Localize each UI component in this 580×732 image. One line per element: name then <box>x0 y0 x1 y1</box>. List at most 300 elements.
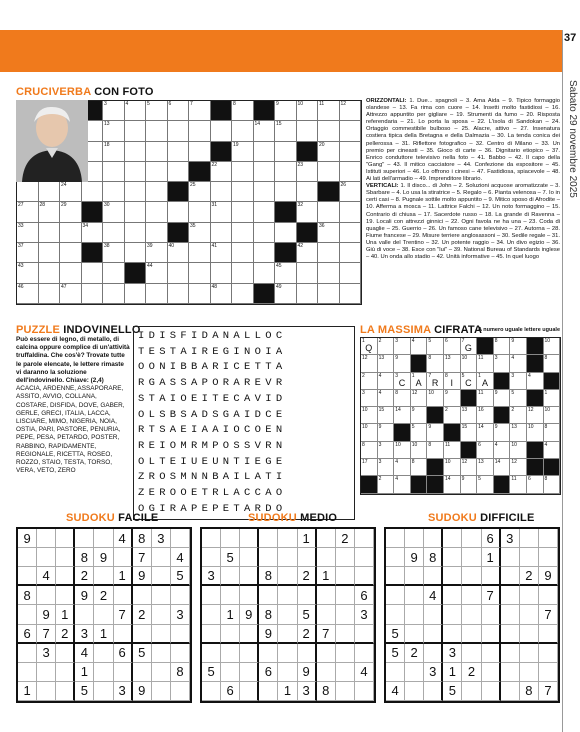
sudoku-cell[interactable]: 5 <box>298 605 317 624</box>
sudoku-cell[interactable] <box>501 605 520 624</box>
massima-cell[interactable] <box>477 355 494 372</box>
sudoku-cell[interactable] <box>443 605 462 624</box>
crossword-cell[interactable] <box>318 121 340 141</box>
sudoku-cell[interactable]: 2 <box>405 644 424 663</box>
massima-cell[interactable] <box>544 355 561 372</box>
massima-cell[interactable] <box>394 459 411 476</box>
sudoku-cell[interactable] <box>202 586 221 605</box>
sudoku-cell[interactable]: 8 <box>424 548 443 567</box>
crossword-cell[interactable] <box>340 182 362 202</box>
sudoku-cell[interactable] <box>317 529 336 548</box>
sudoku-cell[interactable] <box>355 529 374 548</box>
sudoku-cell[interactable] <box>152 605 171 624</box>
crossword-cell[interactable] <box>125 182 147 202</box>
sudoku-cell[interactable] <box>240 529 259 548</box>
sudoku-cell[interactable] <box>221 644 240 663</box>
sudoku-cell[interactable]: 5 <box>133 644 152 663</box>
sudoku-cell[interactable]: 1 <box>94 625 113 644</box>
sudoku-cell[interactable]: 8 <box>259 605 278 624</box>
massima-cell[interactable] <box>394 355 411 372</box>
sudoku-cell[interactable] <box>278 548 297 567</box>
sudoku-cell[interactable]: 7 <box>37 625 56 644</box>
crossword-cell[interactable] <box>189 284 211 304</box>
sudoku-cell[interactable]: 2 <box>75 567 94 586</box>
crossword-cell[interactable] <box>125 162 147 182</box>
massima-cell[interactable] <box>411 442 428 459</box>
sudoku-cell[interactable] <box>240 644 259 663</box>
sudoku-cell[interactable]: 6 <box>259 663 278 682</box>
crossword-cell[interactable] <box>39 284 61 304</box>
crossword-cell[interactable] <box>103 162 125 182</box>
sudoku-cell[interactable] <box>171 625 190 644</box>
sudoku-cell[interactable] <box>424 605 443 624</box>
sudoku-cell[interactable] <box>152 548 171 567</box>
crossword-cell[interactable] <box>340 121 362 141</box>
crossword-cell[interactable] <box>168 101 190 121</box>
sudoku-cell[interactable] <box>336 548 355 567</box>
crossword-cell[interactable] <box>211 223 233 243</box>
sudoku-cell[interactable]: 3 <box>298 682 317 701</box>
crossword-cell[interactable] <box>125 243 147 263</box>
sudoku-cell[interactable] <box>462 529 481 548</box>
crossword-cell[interactable] <box>232 223 254 243</box>
massima-cell[interactable] <box>510 424 527 441</box>
massima-cell[interactable] <box>394 390 411 407</box>
crossword-cell[interactable] <box>297 182 319 202</box>
sudoku-cell[interactable] <box>37 529 56 548</box>
sudoku-cell[interactable] <box>405 663 424 682</box>
massima-cell[interactable] <box>361 373 378 390</box>
massima-cell[interactable] <box>527 407 544 424</box>
crossword-cell[interactable] <box>340 284 362 304</box>
crossword-cell[interactable] <box>232 121 254 141</box>
crossword-cell[interactable] <box>340 223 362 243</box>
crossword-cell[interactable] <box>275 223 297 243</box>
sudoku-cell[interactable]: 4 <box>37 567 56 586</box>
sudoku-cell[interactable] <box>278 625 297 644</box>
sudoku-cell[interactable]: 9 <box>259 625 278 644</box>
crossword-cell[interactable] <box>103 182 125 202</box>
crossword-cell[interactable] <box>189 142 211 162</box>
sudoku-cell[interactable]: 3 <box>443 644 462 663</box>
sudoku-cell[interactable] <box>240 663 259 682</box>
sudoku-cell[interactable] <box>501 625 520 644</box>
massima-cell[interactable] <box>411 390 428 407</box>
sudoku-cell[interactable] <box>424 644 443 663</box>
sudoku-easy-grid[interactable] <box>16 527 192 703</box>
massima-cell[interactable] <box>427 355 444 372</box>
sudoku-cell[interactable]: 5 <box>171 567 190 586</box>
sudoku-cell[interactable]: 5 <box>443 682 462 701</box>
sudoku-cell[interactable] <box>386 567 405 586</box>
sudoku-cell[interactable] <box>317 663 336 682</box>
massima-cell[interactable] <box>361 407 378 424</box>
sudoku-cell[interactable] <box>336 605 355 624</box>
crossword-cell[interactable] <box>318 101 340 121</box>
sudoku-cell[interactable] <box>56 663 75 682</box>
sudoku-cell[interactable]: 9 <box>405 548 424 567</box>
massima-cell[interactable] <box>477 373 494 390</box>
sudoku-cell[interactable] <box>221 529 240 548</box>
massima-grid[interactable] <box>360 337 561 495</box>
crossword-cell[interactable] <box>125 223 147 243</box>
sudoku-cell[interactable] <box>462 586 481 605</box>
massima-cell[interactable] <box>411 338 428 355</box>
sudoku-cell[interactable]: 5 <box>386 644 405 663</box>
sudoku-cell[interactable]: 7 <box>539 682 558 701</box>
massima-cell[interactable] <box>527 373 544 390</box>
sudoku-cell[interactable] <box>501 682 520 701</box>
sudoku-cell[interactable] <box>386 663 405 682</box>
sudoku-cell[interactable]: 8 <box>133 529 152 548</box>
sudoku-cell[interactable]: 7 <box>114 605 133 624</box>
massima-cell[interactable] <box>361 442 378 459</box>
crossword-cell[interactable] <box>146 243 168 263</box>
crossword-cell[interactable] <box>125 121 147 141</box>
sudoku-cell[interactable] <box>56 529 75 548</box>
massima-cell[interactable] <box>427 442 444 459</box>
sudoku-cell[interactable] <box>539 663 558 682</box>
sudoku-cell[interactable] <box>171 682 190 701</box>
sudoku-cell[interactable] <box>56 586 75 605</box>
crossword-cell[interactable] <box>232 202 254 222</box>
sudoku-cell[interactable] <box>152 625 171 644</box>
crossword-cell[interactable] <box>340 202 362 222</box>
massima-cell[interactable] <box>444 373 461 390</box>
sudoku-cell[interactable] <box>152 663 171 682</box>
massima-cell[interactable] <box>477 459 494 476</box>
crossword-cell[interactable] <box>39 243 61 263</box>
sudoku-cell[interactable] <box>405 625 424 644</box>
massima-cell[interactable] <box>394 476 411 493</box>
crossword-cell[interactable] <box>168 162 190 182</box>
massima-cell[interactable] <box>444 407 461 424</box>
sudoku-cell[interactable] <box>298 644 317 663</box>
sudoku-cell[interactable]: 6 <box>114 644 133 663</box>
crossword-cell[interactable] <box>297 162 319 182</box>
massima-cell[interactable] <box>510 476 527 493</box>
sudoku-cell[interactable] <box>94 529 113 548</box>
sudoku-cell[interactable] <box>75 529 94 548</box>
massima-cell[interactable] <box>510 373 527 390</box>
sudoku-cell[interactable]: 5 <box>386 625 405 644</box>
crossword-cell[interactable] <box>82 182 104 202</box>
crossword-cell[interactable] <box>189 263 211 283</box>
sudoku-cell[interactable]: 1 <box>18 682 37 701</box>
crossword-cell[interactable] <box>318 243 340 263</box>
massima-cell[interactable] <box>378 459 395 476</box>
sudoku-cell[interactable]: 3 <box>37 644 56 663</box>
sudoku-cell[interactable] <box>278 529 297 548</box>
massima-cell[interactable] <box>378 338 395 355</box>
crossword-cell[interactable] <box>340 142 362 162</box>
massima-cell[interactable] <box>494 338 511 355</box>
sudoku-cell[interactable]: 1 <box>56 605 75 624</box>
sudoku-cell[interactable]: 7 <box>133 548 152 567</box>
sudoku-cell[interactable] <box>18 567 37 586</box>
crossword-cell[interactable] <box>189 243 211 263</box>
crossword-cell[interactable] <box>254 263 276 283</box>
sudoku-cell[interactable]: 7 <box>482 586 501 605</box>
sudoku-cell[interactable] <box>152 682 171 701</box>
sudoku-cell[interactable] <box>355 682 374 701</box>
sudoku-cell[interactable] <box>278 663 297 682</box>
sudoku-cell[interactable] <box>386 529 405 548</box>
crossword-cell[interactable] <box>275 162 297 182</box>
sudoku-cell[interactable] <box>482 663 501 682</box>
crossword-cell[interactable] <box>232 263 254 283</box>
sudoku-cell[interactable] <box>462 548 481 567</box>
sudoku-cell[interactable] <box>443 567 462 586</box>
crossword-cell[interactable] <box>125 284 147 304</box>
crossword-cell[interactable] <box>60 243 82 263</box>
massima-cell[interactable] <box>361 355 378 372</box>
massima-cell[interactable] <box>544 442 561 459</box>
massima-cell[interactable] <box>444 459 461 476</box>
crossword-cell[interactable] <box>254 142 276 162</box>
sudoku-cell[interactable]: 9 <box>18 529 37 548</box>
massima-cell[interactable] <box>394 407 411 424</box>
sudoku-cell[interactable] <box>94 663 113 682</box>
crossword-cell[interactable] <box>146 284 168 304</box>
sudoku-cell[interactable]: 2 <box>298 567 317 586</box>
sudoku-cell[interactable]: 8 <box>171 663 190 682</box>
sudoku-cell[interactable] <box>259 682 278 701</box>
sudoku-cell[interactable]: 2 <box>462 663 481 682</box>
sudoku-cell[interactable]: 6 <box>221 682 240 701</box>
sudoku-cell[interactable] <box>152 586 171 605</box>
massima-cell[interactable] <box>378 424 395 441</box>
massima-cell[interactable] <box>394 338 411 355</box>
sudoku-cell[interactable] <box>94 644 113 663</box>
massima-cell[interactable] <box>510 442 527 459</box>
massima-cell[interactable] <box>461 338 478 355</box>
sudoku-cell[interactable] <box>405 567 424 586</box>
massima-cell[interactable] <box>461 373 478 390</box>
sudoku-cell[interactable] <box>336 625 355 644</box>
sudoku-cell[interactable]: 4 <box>355 663 374 682</box>
sudoku-cell[interactable] <box>259 529 278 548</box>
crossword-cell[interactable] <box>318 263 340 283</box>
sudoku-cell[interactable] <box>18 644 37 663</box>
crossword-cell[interactable] <box>340 243 362 263</box>
sudoku-cell[interactable] <box>462 682 481 701</box>
sudoku-cell[interactable] <box>240 586 259 605</box>
crossword-cell[interactable] <box>254 121 276 141</box>
crossword-cell[interactable] <box>297 202 319 222</box>
massima-cell[interactable] <box>477 424 494 441</box>
sudoku-cell[interactable]: 9 <box>94 548 113 567</box>
sudoku-cell[interactable] <box>133 586 152 605</box>
sudoku-cell[interactable] <box>355 625 374 644</box>
sudoku-cell[interactable] <box>171 529 190 548</box>
sudoku-cell[interactable] <box>94 605 113 624</box>
crossword-cell[interactable] <box>103 121 125 141</box>
crossword-cell[interactable] <box>39 182 61 202</box>
sudoku-cell[interactable]: 3 <box>355 605 374 624</box>
crossword-cell[interactable] <box>103 223 125 243</box>
sudoku-cell[interactable]: 4 <box>171 548 190 567</box>
massima-cell[interactable] <box>444 355 461 372</box>
sudoku-cell[interactable] <box>317 586 336 605</box>
crossword-cell[interactable] <box>103 284 125 304</box>
sudoku-cell[interactable]: 4 <box>386 682 405 701</box>
massima-cell[interactable] <box>477 442 494 459</box>
crossword-cell[interactable] <box>297 263 319 283</box>
sudoku-cell[interactable] <box>221 586 240 605</box>
massima-cell[interactable] <box>427 390 444 407</box>
sudoku-cell[interactable]: 1 <box>221 605 240 624</box>
sudoku-cell[interactable]: 9 <box>298 663 317 682</box>
sudoku-cell[interactable]: 3 <box>171 605 190 624</box>
sudoku-cell[interactable]: 8 <box>317 682 336 701</box>
sudoku-cell[interactable] <box>56 644 75 663</box>
sudoku-cell[interactable]: 4 <box>424 586 443 605</box>
crossword-cell[interactable] <box>103 101 125 121</box>
massima-cell[interactable] <box>394 373 411 390</box>
sudoku-cell[interactable] <box>298 586 317 605</box>
sudoku-cell[interactable]: 8 <box>520 682 539 701</box>
crossword-cell[interactable] <box>168 284 190 304</box>
crossword-cell[interactable] <box>318 284 340 304</box>
crossword-cell[interactable] <box>82 223 104 243</box>
sudoku-cell[interactable]: 3 <box>114 682 133 701</box>
sudoku-cell[interactable]: 9 <box>133 567 152 586</box>
crossword-cell[interactable] <box>318 202 340 222</box>
massima-cell[interactable] <box>411 424 428 441</box>
sudoku-cell[interactable]: 1 <box>443 663 462 682</box>
massima-cell[interactable] <box>411 407 428 424</box>
crossword-cell[interactable] <box>103 243 125 263</box>
massima-cell[interactable] <box>510 407 527 424</box>
massima-cell[interactable] <box>477 390 494 407</box>
crossword-cell[interactable] <box>146 182 168 202</box>
sudoku-cell[interactable] <box>240 567 259 586</box>
massima-cell[interactable] <box>444 390 461 407</box>
sudoku-cell[interactable] <box>539 529 558 548</box>
sudoku-cell[interactable] <box>501 586 520 605</box>
crossword-cell[interactable] <box>146 202 168 222</box>
sudoku-cell[interactable] <box>317 548 336 567</box>
sudoku-cell[interactable] <box>501 663 520 682</box>
massima-cell[interactable] <box>461 355 478 372</box>
crossword-cell[interactable] <box>17 263 39 283</box>
massima-cell[interactable] <box>378 476 395 493</box>
massima-cell[interactable] <box>477 407 494 424</box>
sudoku-cell[interactable] <box>482 682 501 701</box>
crossword-cell[interactable] <box>189 223 211 243</box>
crossword-cell[interactable] <box>60 284 82 304</box>
sudoku-cell[interactable] <box>462 644 481 663</box>
crossword-cell[interactable] <box>254 243 276 263</box>
sudoku-cell[interactable] <box>501 567 520 586</box>
sudoku-cell[interactable] <box>18 548 37 567</box>
sudoku-cell[interactable] <box>298 548 317 567</box>
crossword-cell[interactable] <box>60 202 82 222</box>
crossword-cell[interactable] <box>297 284 319 304</box>
sudoku-cell[interactable] <box>336 682 355 701</box>
massima-cell[interactable] <box>494 424 511 441</box>
massima-cell[interactable] <box>510 338 527 355</box>
sudoku-cell[interactable] <box>443 529 462 548</box>
sudoku-cell[interactable] <box>152 644 171 663</box>
sudoku-cell[interactable] <box>520 605 539 624</box>
massima-cell[interactable] <box>427 424 444 441</box>
sudoku-cell[interactable]: 5 <box>75 682 94 701</box>
sudoku-cell[interactable] <box>240 625 259 644</box>
sudoku-cell[interactable]: 2 <box>133 605 152 624</box>
sudoku-cell[interactable]: 9 <box>240 605 259 624</box>
sudoku-cell[interactable] <box>202 605 221 624</box>
sudoku-cell[interactable] <box>18 663 37 682</box>
massima-cell[interactable] <box>427 373 444 390</box>
massima-cell[interactable] <box>461 407 478 424</box>
sudoku-cell[interactable] <box>259 548 278 567</box>
sudoku-cell[interactable] <box>520 625 539 644</box>
crossword-cell[interactable] <box>318 223 340 243</box>
crossword-cell[interactable] <box>232 182 254 202</box>
sudoku-cell[interactable]: 4 <box>75 644 94 663</box>
sudoku-cell[interactable]: 2 <box>336 529 355 548</box>
sudoku-cell[interactable] <box>202 548 221 567</box>
massima-cell[interactable] <box>378 355 395 372</box>
sudoku-cell[interactable] <box>202 682 221 701</box>
sudoku-cell[interactable] <box>336 663 355 682</box>
sudoku-cell[interactable]: 1 <box>317 567 336 586</box>
massima-cell[interactable] <box>494 459 511 476</box>
sudoku-cell[interactable] <box>520 529 539 548</box>
crossword-cell[interactable] <box>103 142 125 162</box>
sudoku-cell[interactable] <box>355 548 374 567</box>
sudoku-cell[interactable] <box>171 644 190 663</box>
sudoku-cell[interactable] <box>501 548 520 567</box>
massima-cell[interactable] <box>444 338 461 355</box>
sudoku-cell[interactable] <box>240 682 259 701</box>
sudoku-cell[interactable] <box>171 586 190 605</box>
crossword-cell[interactable] <box>275 182 297 202</box>
sudoku-cell[interactable] <box>94 567 113 586</box>
massima-cell[interactable] <box>494 442 511 459</box>
crossword-cell[interactable] <box>168 243 190 263</box>
sudoku-cell[interactable] <box>462 625 481 644</box>
sudoku-cell[interactable] <box>278 567 297 586</box>
crossword-cell[interactable] <box>39 202 61 222</box>
sudoku-cell[interactable]: 8 <box>259 567 278 586</box>
sudoku-cell[interactable]: 3 <box>424 663 443 682</box>
massima-cell[interactable] <box>544 407 561 424</box>
sudoku-cell[interactable]: 6 <box>482 529 501 548</box>
sudoku-cell[interactable] <box>114 548 133 567</box>
sudoku-cell[interactable] <box>37 663 56 682</box>
sudoku-cell[interactable]: 1 <box>278 682 297 701</box>
sudoku-cell[interactable] <box>278 605 297 624</box>
sudoku-cell[interactable] <box>114 625 133 644</box>
sudoku-cell[interactable] <box>114 586 133 605</box>
sudoku-cell[interactable]: 2 <box>56 625 75 644</box>
crossword-cell[interactable] <box>318 162 340 182</box>
sudoku-cell[interactable] <box>482 625 501 644</box>
sudoku-cell[interactable] <box>152 567 171 586</box>
crossword-cell[interactable] <box>146 121 168 141</box>
sudoku-cell[interactable] <box>443 548 462 567</box>
massima-cell[interactable] <box>544 476 561 493</box>
crossword-cell[interactable] <box>297 101 319 121</box>
sudoku-cell[interactable] <box>221 625 240 644</box>
massima-cell[interactable] <box>361 424 378 441</box>
crossword-cell[interactable] <box>82 263 104 283</box>
crossword-cell[interactable] <box>60 263 82 283</box>
crossword-cell[interactable] <box>232 284 254 304</box>
